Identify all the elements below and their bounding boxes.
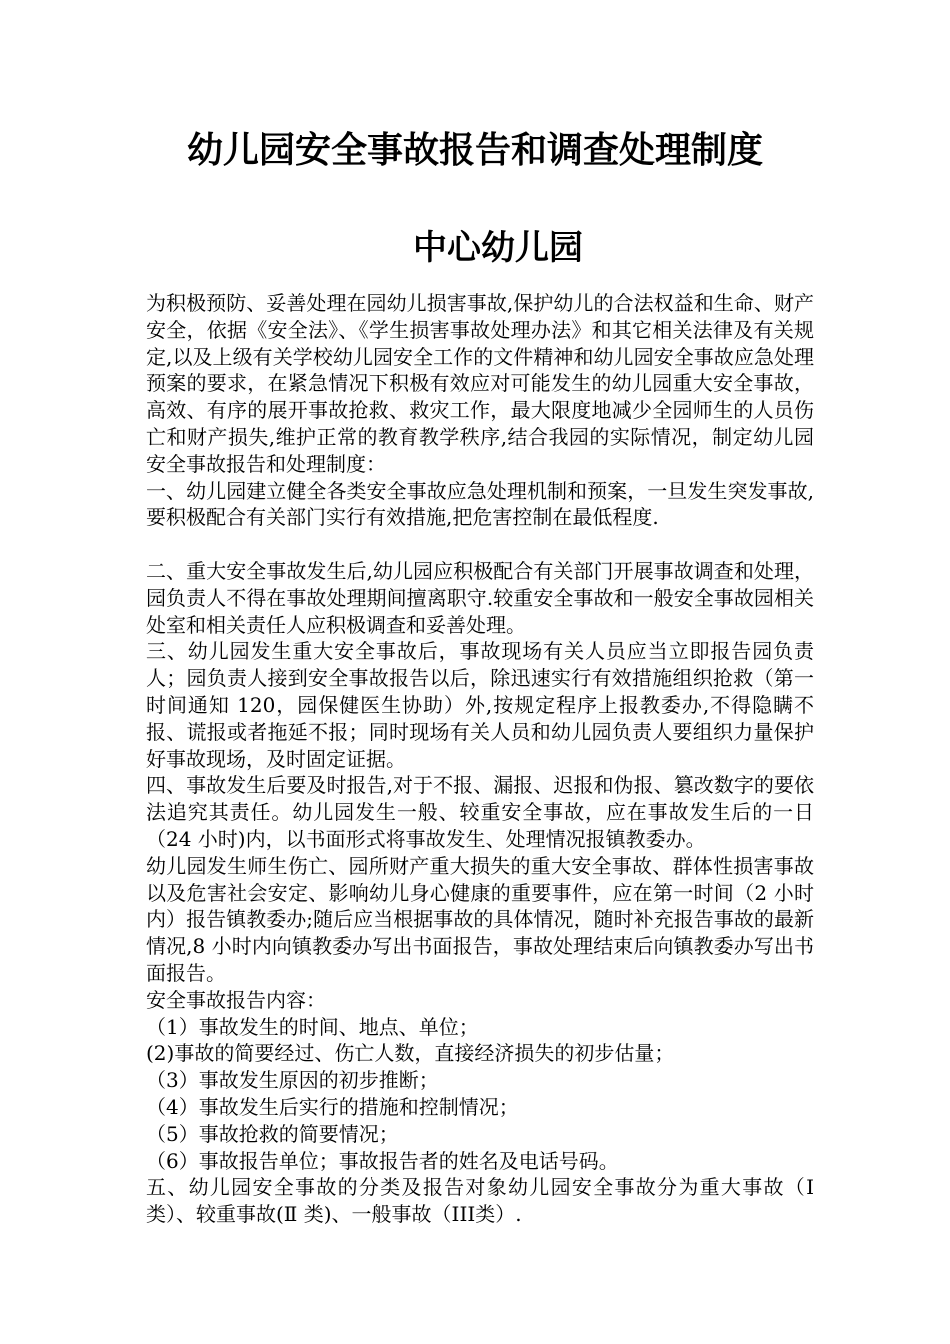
intro-paragraph: 为积极预防、妥善处理在园幼儿损害事故,保护幼儿的合法权益和生命、财产安全，依据《安全法》、《学生损害事故处理办法》和其它相关法律及有关规定,以及上级有关学校幼儿园安全工作的文件精神和幼儿园安全事故应急处理预案的要求，在紧急情况下积极有效应对可能发生的幼儿园重大安全事故，高效、有序的展开事故抢救、救灾工作，最大限度地减少全园师生的人员伤亡和财产损失,维护正常的教育教学秩序,结合我园的实际情况，制定幼儿园安全事故报告和处理制度： bbox=[146, 291, 814, 476]
list-item: （4）事故发生后实行的措施和控制情况； bbox=[146, 1094, 519, 1119]
list-item: （1）事故发生的时间、地点、单位； bbox=[146, 1014, 479, 1039]
list-item: （5）事故抢救的简要情况； bbox=[146, 1121, 399, 1146]
section-three-paragraph: 三、幼儿园发生重大安全事故后，事故现场有关人员应当立即报告园负责人；园负责人接到安全事故报告以后，除迅速实行有效措施组织抢救（第一时间通知 120，园保健医生协助）外,按规定程序上报教委办,不得隐瞒不报、谎报或者拖延不报；同时现场有关人员和幼儿园负责人要组织力量保护好事故现场，及时固定证据。 bbox=[146, 639, 814, 771]
section-five-paragraph: 五、幼儿园安全事故的分类及报告对象幼儿园安全事故分为重大事故（Ⅰ类）、较重事故(Ⅱ 类)、一般事故（III类）. bbox=[146, 1175, 814, 1227]
document-subtitle: 中心幼儿园 bbox=[413, 228, 583, 268]
section-two-paragraph: 二、重大安全事故发生后,幼儿园应积极配合有关部门开展事故调查和处理，园负责人不得在事故处理期间擅离职守.较重安全事故和一般安全事故园相关处室和相关责任人应积极调查和妥善处理。 bbox=[146, 558, 814, 637]
list-item: （3）事故发生原因的初步推断； bbox=[146, 1068, 439, 1093]
document-title: 幼儿园安全事故报告和调查处理制度 bbox=[186, 129, 763, 171]
section-one-paragraph: 一、幼儿园建立健全各类安全事故应急处理机制和预案，一旦发生突发事故,要积极配合有关部门实行有效措施,把危害控制在最低程度. bbox=[146, 478, 814, 530]
report-contents-heading: 安全事故报告内容： bbox=[146, 987, 326, 1012]
paragraph-spacer bbox=[146, 531, 814, 558]
list-item: （6）事故报告单位；事故报告者的姓名及电话号码。 bbox=[146, 1148, 619, 1173]
document-body bbox=[146, 290, 814, 1228]
section-four-paragraph: 四、事故发生后要及时报告,对于不报、漏报、迟报和伪报、篡改数字的要依法追究其责任。幼儿园发生一般、较重安全事故，应在事故发生后的一日（24 小时)内，以书面形式将事故发生、处理情况报镇教委办。 bbox=[146, 773, 814, 851]
list-item: (2)事故的简要经过、伤亡人数，直接经济损失的初步估量； bbox=[146, 1041, 675, 1066]
major-incident-paragraph: 幼儿园发生师生伤亡、园所财产重大损失的重大安全事故、群体性损害事故以及危害社会安定、影响幼儿身心健康的重要事件，应在第一时间（2 小时内）报告镇教委办;随后应当根据事故的具体情况，随时补充报告事故的最新情况,8 小时内向镇教委办写出书面报告，事故处理结束后向镇教委办写出书面报告。 bbox=[146, 853, 814, 985]
